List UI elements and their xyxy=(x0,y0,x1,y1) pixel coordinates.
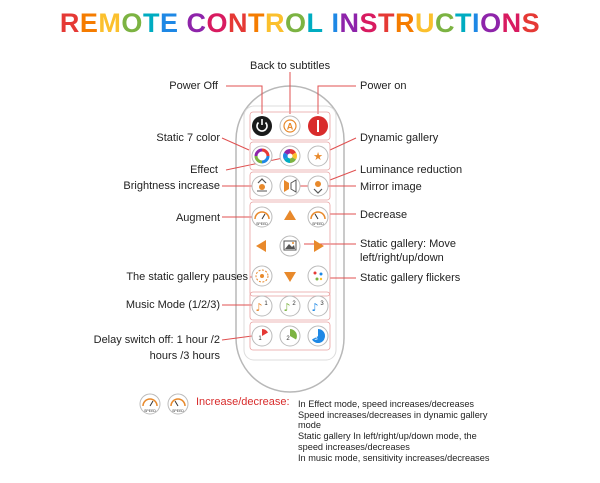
brightness-increase-button[interactable] xyxy=(252,176,272,196)
label-back-to-subtitles: Back to subtitles xyxy=(250,60,331,72)
svg-text:3: 3 xyxy=(320,301,324,307)
music-note-icon: ♪ xyxy=(255,301,263,314)
legend-speed-gauge-2 xyxy=(168,394,188,414)
legend-line: speed increases/decreases xyxy=(298,441,410,452)
stars-icon: ★ xyxy=(313,150,323,163)
decrease-button[interactable] xyxy=(308,207,328,227)
music-note-icon: ♪ xyxy=(283,301,291,314)
legend-line: In Effect mode, speed increases/decreases xyxy=(298,399,475,409)
augment-button[interactable] xyxy=(252,207,272,227)
power-off-button[interactable] xyxy=(252,116,272,136)
label-dynamic-gallery: Dynamic gallery xyxy=(360,132,439,144)
label-music-mode: Music Mode (1/2/3) xyxy=(125,299,220,311)
legend-speed-gauge-1 xyxy=(140,394,160,414)
timer-3-button[interactable] xyxy=(308,326,328,346)
label-static-7-color: Static 7 color xyxy=(156,132,220,144)
label-delay-switch-off: Delay switch off: 1 hour /2 hours /3 hours xyxy=(93,334,220,362)
mirror-image-button[interactable] xyxy=(280,176,300,196)
label-static-gallery-pauses: The static gallery pauses xyxy=(126,271,248,283)
svg-text:3: 3 xyxy=(314,336,318,342)
legend-line: mode xyxy=(298,420,321,431)
page-title: REMOTE CONTROL INSTRUCTIONS xyxy=(59,8,541,38)
label-static-gallery-move: Static gallery: Move left/right/up/down xyxy=(360,238,456,264)
label-power-on: Power on xyxy=(360,80,407,92)
label-power-off: Power Off xyxy=(169,80,218,92)
legend-title: Increase/decrease: xyxy=(196,396,290,408)
svg-text:SPEED: SPEED xyxy=(312,222,324,226)
static-gallery-pause-button[interactable] xyxy=(252,266,272,286)
svg-text:2: 2 xyxy=(292,301,296,307)
static-gallery-flicker-button[interactable] xyxy=(308,266,328,286)
dynamic-gallery-button[interactable] xyxy=(308,146,328,166)
effect-button[interactable] xyxy=(280,146,300,166)
color-wheel-icon xyxy=(283,149,297,163)
label-luminance-reduction: Luminance reduction xyxy=(360,164,463,176)
timer-2-button[interactable] xyxy=(280,326,300,346)
legend-line: Static gallery In left/right/up/down mode, the xyxy=(298,431,477,442)
static-gallery-button[interactable] xyxy=(280,236,300,256)
music-mode-2-button[interactable] xyxy=(280,296,300,316)
label-static-gallery-flickers: Static gallery flickers xyxy=(360,272,461,284)
legend-line: In music mode, sensitivity increases/decreases xyxy=(298,452,490,463)
static-7-color-button[interactable] xyxy=(252,146,272,166)
svg-text:2: 2 xyxy=(286,336,290,342)
music-note-icon: ♪ xyxy=(311,301,319,314)
svg-text:1: 1 xyxy=(258,336,262,342)
timer-1-button[interactable] xyxy=(252,326,272,346)
svg-text:1: 1 xyxy=(264,301,268,307)
label-decrease: Decrease xyxy=(360,209,408,221)
label-augment: Augment xyxy=(175,212,220,224)
label-effect: Effect xyxy=(190,164,218,176)
music-mode-1-button[interactable] xyxy=(252,296,272,316)
music-mode-3-button[interactable] xyxy=(308,296,328,316)
svg-text:A: A xyxy=(286,121,294,132)
back-to-subtitles-button[interactable] xyxy=(280,116,300,136)
legend-line: Speed increases/decreases in dynamic gallery xyxy=(298,409,488,420)
power-on-button[interactable] xyxy=(308,116,328,136)
svg-text:SPEED: SPEED xyxy=(256,222,268,226)
luminance-reduction-button[interactable] xyxy=(308,176,328,196)
legend-text xyxy=(298,399,598,463)
svg-text:SPEED: SPEED xyxy=(172,409,184,413)
label-brightness-increase: Brightness increase xyxy=(123,180,220,192)
svg-text:SPEED: SPEED xyxy=(144,409,156,413)
label-mirror-image: Mirror image xyxy=(360,181,422,193)
